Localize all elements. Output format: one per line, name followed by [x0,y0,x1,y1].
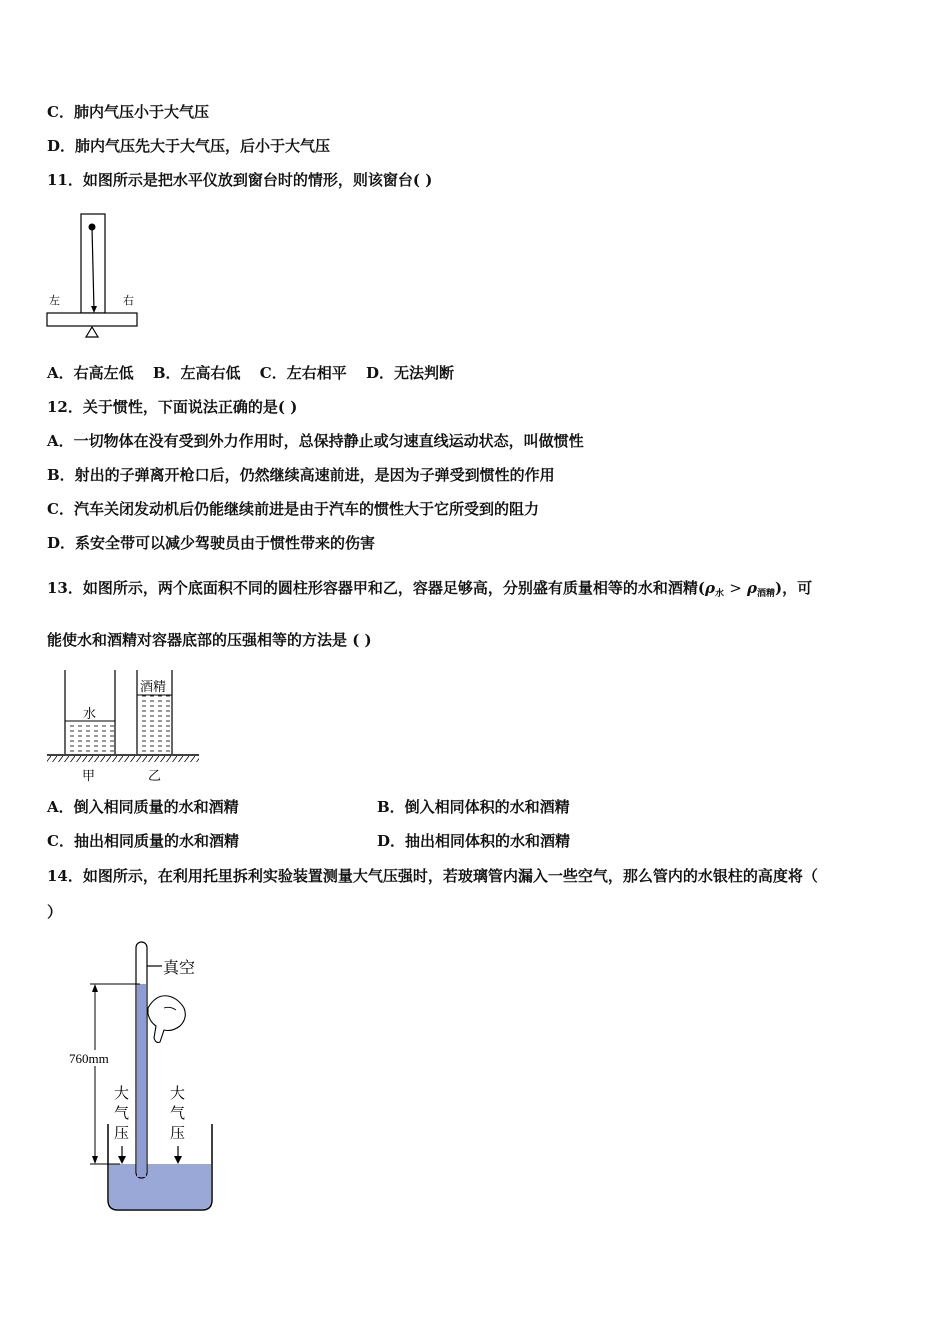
arrow-right-icon [174,1156,182,1164]
q11-option-d: D．无法判断 [365,364,454,382]
q10-option-c: C．肺内气压小于大气压 [47,103,209,121]
fig-left-label: 左 [49,295,60,307]
q12-option-a: A．一切物体在没有受到外力作用时，总保持静止或匀速直线运动状态，叫做惯性 [47,432,584,450]
q14-stem-line1: 14．如图所示，在利用托里拆利实验装置测量大气压强时，若玻璃管内漏入一些空气，那么管内的水银柱的高度将（ [47,867,818,885]
q11-level-figure [45,212,140,342]
arrow-left-icon [118,1156,126,1164]
hand-icon [148,996,185,1043]
water-liquid [66,721,114,754]
tube-mercury-column [137,984,146,1177]
fig-right-label: 右 [123,295,134,307]
q11-options [47,363,454,383]
alcohol-label: 酒精 [140,679,167,694]
q12-option-b: B．射出的子弹离开枪口后，仍然继续高速前进，是因为子弹受到惯性的作用 [47,466,555,484]
rho-water-subscript: 水 [714,589,724,599]
q11-stem: 11．如图所示是把水平仪放到窗台时的情形，则该窗台( ) [47,171,433,189]
q13-option-d: D．抽出相同体积的水和酒精 [377,832,571,850]
atm-left-2: 气 [114,1106,130,1122]
q11-option-a: A．右高左低 [47,364,134,382]
rho-symbol-2: ρ [747,579,758,597]
atm-right-2: 气 [170,1106,186,1122]
q11-option-b: B．左高右低 [152,364,241,382]
q11-option-c: C．左右相平 [259,364,347,382]
atm-left-3: 压 [114,1126,130,1142]
water-label: 水 [83,706,97,721]
atm-right-1: 大 [170,1086,186,1102]
jia-label: 甲 [82,768,96,783]
window-sill [47,313,137,326]
q14-stem-line2: ） [47,903,63,921]
atm-left-1: 大 [114,1086,130,1102]
yi-label: 乙 [148,768,162,783]
vacuum-label: 真空 [163,960,196,977]
alcohol-liquid [138,695,171,754]
q10-option-d: D．肺内气压先大于大气压，后小于大气压 [47,137,331,155]
q12-stem: 12．关于惯性，下面说法正确的是( ) [47,398,298,416]
q12-option-d: D．系安全带可以减少驾驶员由于惯性带来的伤害 [47,534,376,552]
atm-right-3: 压 [170,1126,186,1142]
rho-alcohol-subscript: 酒精 [757,589,776,599]
trough-mercury [109,1164,211,1209]
height-label: 760mm [69,1051,109,1066]
greater-than-sign: > [729,579,742,597]
q13-stem-line2: 能使水和酒精对容器底部的压强相等的方法是 ( ) [47,631,372,649]
q13-stem-part1: 13．如图所示，两个底面积不同的圆柱形容器甲和乙，容器足够高，分别盛有质量相等的水和酒精( [47,579,705,597]
q12-option-c: C．汽车关闭发动机后仍能继续前进是由于汽车的惯性大于它所受到的阻力 [47,500,539,518]
q13-option-b: B．倒入相同体积的水和酒精 [377,798,570,816]
q13-containers-figure [45,668,205,786]
q13-option-a: A．倒入相同质量的水和酒精 [47,798,239,816]
q13-option-c: C．抽出相同质量的水和酒精 [47,832,239,850]
q13-stem-part2: )，可 [775,579,813,597]
rho-symbol: ρ [704,579,715,597]
q13-stem-line1 [47,578,812,604]
pivot-triangle [86,327,98,337]
q14-torricelli-figure [60,938,220,1216]
